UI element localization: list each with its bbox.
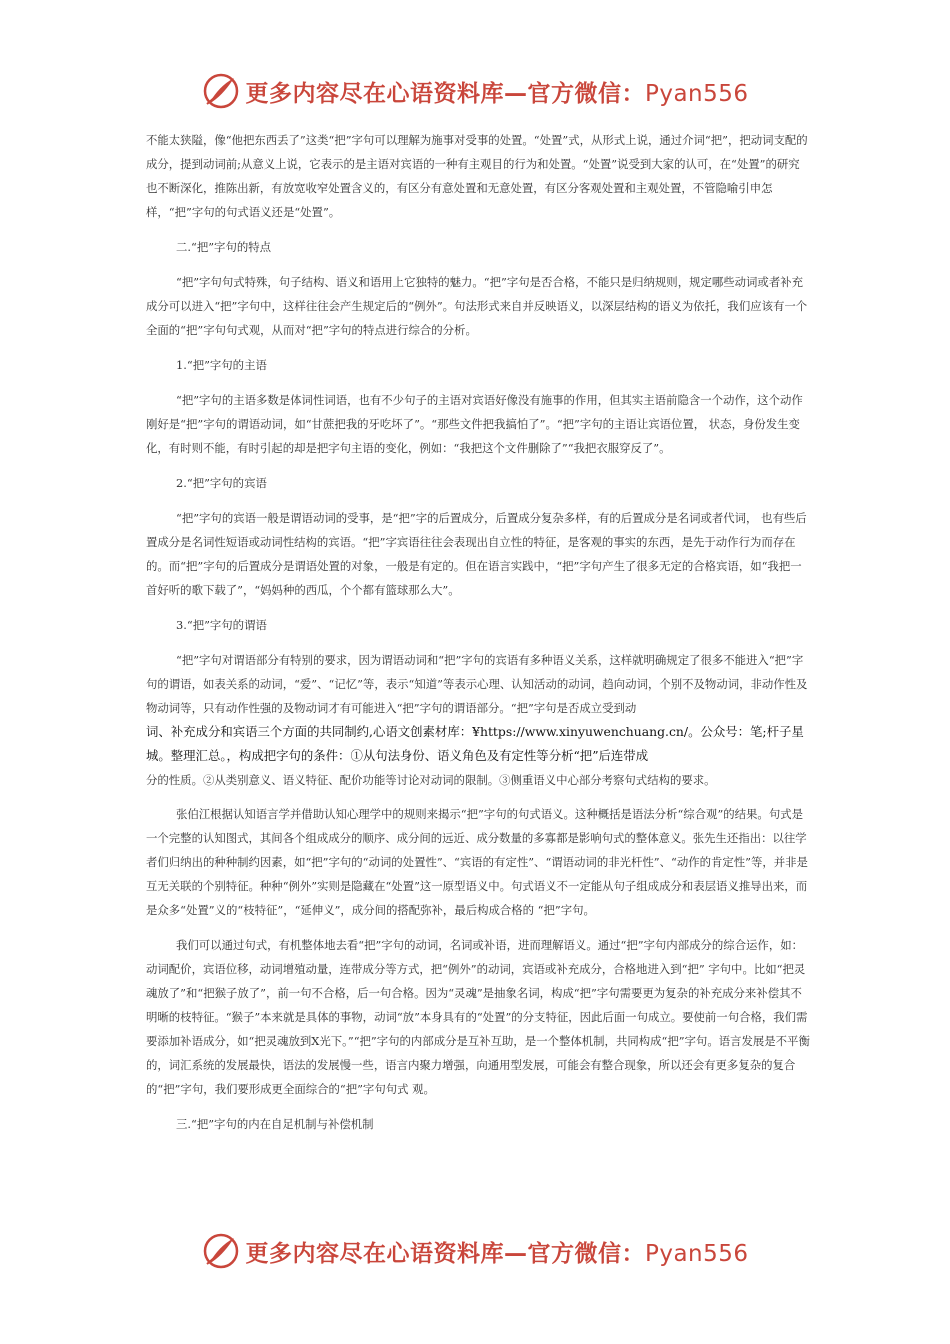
banner-wechat-id: Pyan556	[644, 1240, 749, 1267]
watermark-banner-bottom	[0, 1226, 950, 1276]
subheading-subject: 1.“把”字句的主语	[176, 358, 267, 372]
document-body	[146, 128, 810, 1136]
paragraph-predicate-conditions: 分的性质。②从类别意义、语义特征、配价功能等讨论对动词的限制。③侧重语义中心部分考察句式结构的要求。	[146, 773, 716, 787]
paragraph-predicate-source-line: 词、补充成分和宾语三个方面的共同制约,心语文创素材库：¥https://www.xinyuwenchuang.cn/。公众号：笔;杆子星城。整理汇总。，构成把字句的条件：①从句法身份、语义角色及有定性等分析“把”后连带成	[146, 724, 804, 763]
paragraph-features: “把”字句句式特殊，句子结构、语义和语用上它独特的魅力。“把”字句是否合格，不能只是归纳规则，规定哪些动词或者补充成分可以进入“把”字句中，这样往往会产生规定后的“例外”。句法形式来自并反映语义，以深层结构的语义为依托，我们应该有一个全面的“把”字句句式观，从而对“把”字句的特点进行综合的分析。	[146, 275, 808, 337]
subheading-predicate: 3.“把”字句的谓语	[176, 618, 267, 632]
paragraph-zhang-bojiang: 张伯江根据认知语言学并借助认知心理学中的规则来揭示“把”字句的句式语义。这种概括是语法分析“综合观”的结果。句式是一个完整的认知图式，其间各个组成成分的顺序、成分间的远近、成分数量的多寡都是影响句式的整体意义。张先生还指出：以往学者们归纳出的种种制约因素，如“把”字句的“动词的处置性”、“宾语的有定性”、“谓语动词的非光杆性”、“动作的肯定性”等，并非是互无关联的个别特征。种种“例外”实则是隐藏在“处置”这一原型语义中。句式语义不一定能从句子组成成分和表层语义推导出来，而是众多“处置”义的“枝特征”，“延伸义”，成分间的搭配弥补，最后构成合格的 “把”字句。	[146, 807, 808, 917]
paragraph-holistic-view: 我们可以通过句式，有机整体地去看“把”字句的动词，名词或补语，进而理解语义。通过“把”字句内部成分的综合运作，如：动词配价，宾语位移，动词增殖动量，连带成分等方式，把“例外”的动词，宾语或补充成分，合格地进入到“把” 字句中。比如“把灵魂放了”和“把猴子放了”，前一句不合格，后一句合格。因为“灵魂”是抽象名词，构成“把”字句需要更为复杂的补充成分来补偿其不明晰的枝特征。“猴子”本来就是具体的事物，动词“放”本身具有的“处置”的分支特征，因此后面一句成立。要使前一句合格，我们需要添加补语成分，如“把灵魂放到X光下。”“把”字句的内部成分是互补互助，是一个整体机制，共同构成“把”字句。语言发展是不平衡的，词汇系统的发展最快，语法的发展慢一些，语言内聚力增强，向通用型发展，可能会有整合现象，所以还会有更多复杂的复合的“把”字句，我们要形成更全面综合的“把”字句句式 观。	[146, 938, 810, 1096]
watermark-banner-top	[0, 66, 950, 116]
banner-wechat-id: Pyan556	[644, 80, 749, 107]
paragraph-intro-continued: 不能太狭隘，像“他把东西丢了”这类“把”字句可以理解为施事对受事的处置。“处置”式，从形式上说，通过介词“把”，把动词支配的成分，提到动词前;从意义上说，它表示的是主语对宾语的一种有主观目的行为和处置。“处置”说受到大家的认可，在“处置”的研究也不断深化，推陈出新，有放宽收窄处置含义的，有区分有意处置和无意处置，有区分客观处置和主观处置，不管隐喻引申怎样，“把”字句的句式语义还是“处置”。	[146, 133, 808, 219]
section-heading-3: 三.“把”字句的内在自足机制与补偿机制	[176, 1117, 374, 1131]
paragraph-predicate: “把”字句对谓语部分有特别的要求，因为谓语动词和“把”字句的宾语有多种语义关系，这样就明确规定了很多不能进入“把”字句的谓语，如表关系的动词，“爱”、“记忆”等，表示“知道”等表示心理、认知活动的动词，趋向动词，个别不及物动词，非动作性及物动词等，只有动作性强的及物动词才有可能进入“把”字句的谓语部分。“把”字句是否成立受到动	[146, 653, 808, 715]
quill-logo-icon	[201, 71, 241, 111]
banner-text: 更多内容尽在心语资料库—官方微信：Pyan556	[245, 80, 749, 107]
section-heading-2: 二.“把”字句的特点	[176, 240, 272, 254]
banner-text: 更多内容尽在心语资料库—官方微信：Pyan556	[245, 1240, 749, 1267]
subheading-object: 2.“把”字句的宾语	[176, 476, 267, 490]
paragraph-object: “把”字句的宾语一般是谓语动词的受事，是“把”字的后置成分，后置成分复杂多样，有的后置成分是名词或者代词， 也有些后置成分是名词性短语或动词性结构的宾语。“把”字宾语往往会表现出自立性的特征，是客观的事实的东西，是先于动作行为而存在的。而“把”字句的后置成分是谓语处置的对象，一般是有定的。但在语言实践中，“把”字句产生了很多无定的合格宾语，如“我把一首好听的歌下载了”，“妈妈种的西瓜，个个都有篮球那么大”。	[146, 511, 807, 597]
quill-logo-icon	[201, 1231, 241, 1271]
paragraph-subject: “把”字句的主语多数是体词性词语，也有不少句子的主语对宾语好像没有施事的作用，但其实主语前隐含一个动作，这个动作刚好是“把”字句的谓语动词，如“甘蔗把我的牙吃坏了”。“那些文件把我搞怕了”。“把”字句的主语让宾语位置， 状态，身份发生变化，有时则不能，有时引起的却是把字句主语的变化，例如：“我把这个文件删除了”“我把衣服穿反了”。	[146, 393, 803, 455]
